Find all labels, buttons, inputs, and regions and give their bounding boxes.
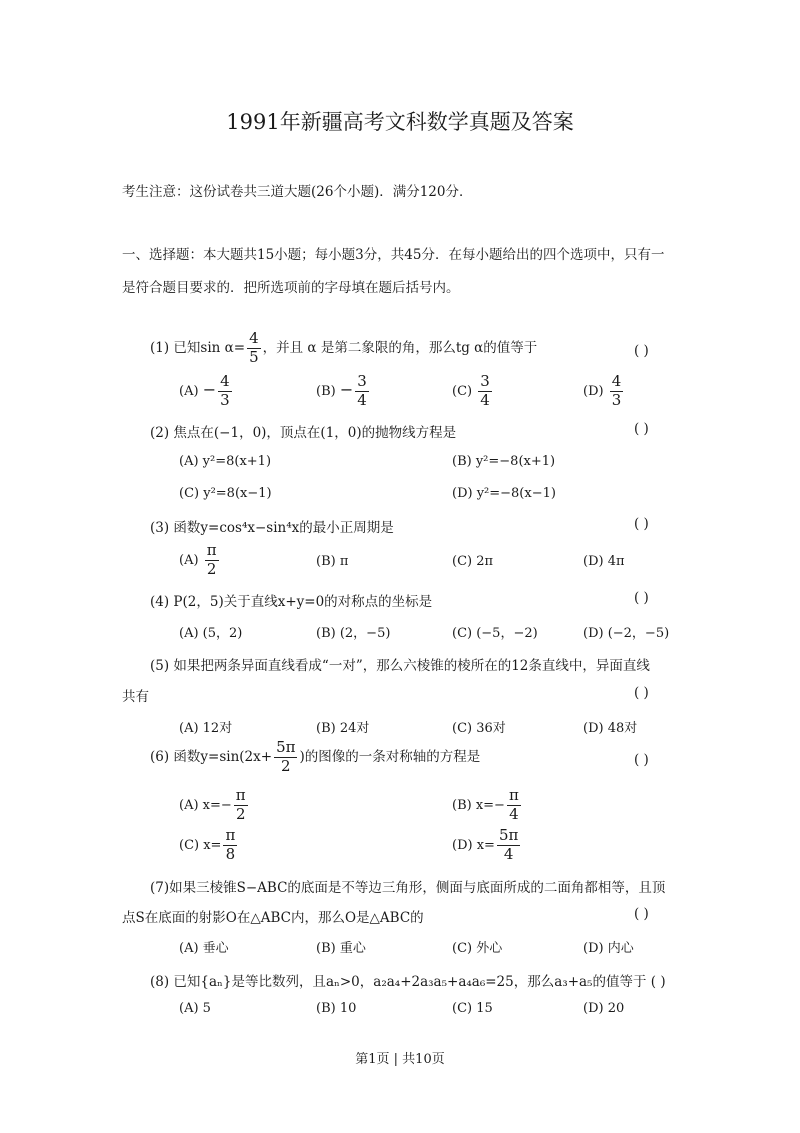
q1-option-a: (A) − $\frac{4}{3}$ — [179, 372, 230, 409]
q6-option-d: (D) x= $\frac{5\pi}{4}$ — [452, 826, 519, 863]
q2-option-d: (D) y²=−8(x−1) — [452, 486, 556, 501]
q8-option-a: (A) 5 — [179, 1001, 211, 1016]
answer-blank-2: ( ) — [634, 421, 649, 437]
answer-blank-3: ( ) — [634, 516, 649, 532]
q2-option-b: (B) y²=−8(x+1) — [452, 454, 556, 469]
q6-option-a: (A) x=− $\frac{\pi}{2}$ — [179, 786, 246, 823]
q5-option-b: (B) 24对 — [316, 721, 370, 736]
q7-option-b: (B) 重心 — [316, 941, 366, 956]
q8-option-b: (B) 10 — [316, 1001, 357, 1016]
exam-notice: 考生注意：这份试卷共三道大题(26个小题)．满分120分． — [122, 184, 473, 200]
question-5-cont: 共有 — [122, 689, 149, 705]
q5-option-a: (A) 12对 — [179, 721, 233, 736]
q2-option-c: (C) y²=8(x−1) — [179, 486, 272, 501]
q8-option-d: (D) 20 — [583, 1001, 625, 1016]
answer-blank-5: ( ) — [634, 685, 649, 701]
answer-blank-1: ( ) — [634, 343, 649, 359]
answer-blank-7: ( ) — [634, 906, 649, 922]
q4-option-b: (B) (2，−5) — [316, 626, 391, 641]
page-footer: 第1页 | 共10页 — [355, 1052, 445, 1067]
q1-option-c: (C) $\frac{3}{4}$ — [452, 372, 490, 409]
q3-option-c: (C) 2π — [452, 554, 494, 569]
answer-blank-4: ( ) — [634, 590, 649, 606]
q3-option-a: (A) $\frac{\pi}{2}$ — [179, 541, 217, 578]
q1-option-d: (D) $\frac{4}{3}$ — [583, 372, 622, 409]
section-instruction-line2: 是符合题目要求的．把所选项前的字母填在题后括号内。 — [122, 280, 460, 296]
q4-option-a: (A) (5，2) — [179, 626, 243, 641]
q4-option-d: (D) (−2，−5) — [583, 626, 670, 641]
question-5: (5) 如果把两条异面直线看成“一对”，那么六棱锥的棱所在的12条直线中，异面直线 — [150, 658, 650, 674]
q3-option-d: (D) 4π — [583, 554, 625, 569]
q1-fraction: $\frac{4}{5}$ — [249, 329, 259, 366]
page-title: 1991年新疆高考文科数学真题及答案 — [226, 110, 574, 134]
question-2: (2) 焦点在(−1，0)，顶点在(1，0)的抛物线方程是 — [150, 425, 457, 441]
q6-option-c: (C) x= $\frac{\pi}{8}$ — [179, 826, 236, 863]
q3-option-b: (B) π — [316, 554, 349, 569]
q1-option-b: (B) − $\frac{3}{4}$ — [316, 372, 367, 409]
answer-blank-6: ( ) — [634, 752, 649, 768]
question-7-cont: 点S在底面的射影O在△ABC内，那么O是△ABC的 — [122, 910, 424, 926]
question-7: (7)如果三棱锥S−ABC的底面是不等边三角形，侧面与底面所成的二面角都相等，且顶 — [150, 880, 666, 896]
q5-option-d: (D) 48对 — [583, 721, 638, 736]
q7-option-d: (D) 内心 — [583, 941, 634, 956]
section-instruction-line1: 一、选择题：本大题共15小题；每小题3分，共45分．在每小题给出的四个选项中，只有一 — [122, 247, 665, 263]
q2-option-a: (A) y²=8(x+1) — [179, 454, 272, 469]
q4-option-c: (C) (−5，−2) — [452, 626, 538, 641]
q8-option-c: (C) 15 — [452, 1001, 493, 1016]
q7-option-c: (C) 外心 — [452, 941, 503, 956]
question-6: (6) 函数y=sin(2x+ $\frac{5\pi}{2}$ )的图像的一条对称轴的方程是 — [150, 738, 481, 775]
question-8: (8) 已知{aₙ}是等比数列，且aₙ>0，a₂a₄+2a₃a₅+a₄a₆=25，那么a₃+a₅的值等于 ( ) — [150, 974, 666, 990]
question-1: (1) 已知sin α= $\frac{4}{5}$ ，并且 α 是第二象限的角，那么tg α的值等于 — [150, 329, 538, 366]
question-4: (4) P(2，5)关于直线x+y=0的对称点的坐标是 — [150, 594, 433, 610]
q7-option-a: (A) 垂心 — [179, 941, 229, 956]
q5-option-c: (C) 36对 — [452, 721, 506, 736]
question-3: (3) 函数y=cos⁴x−sin⁴x的最小正周期是 — [150, 520, 394, 536]
q6-option-b: (B) x=− $\frac{\pi}{4}$ — [452, 786, 519, 823]
